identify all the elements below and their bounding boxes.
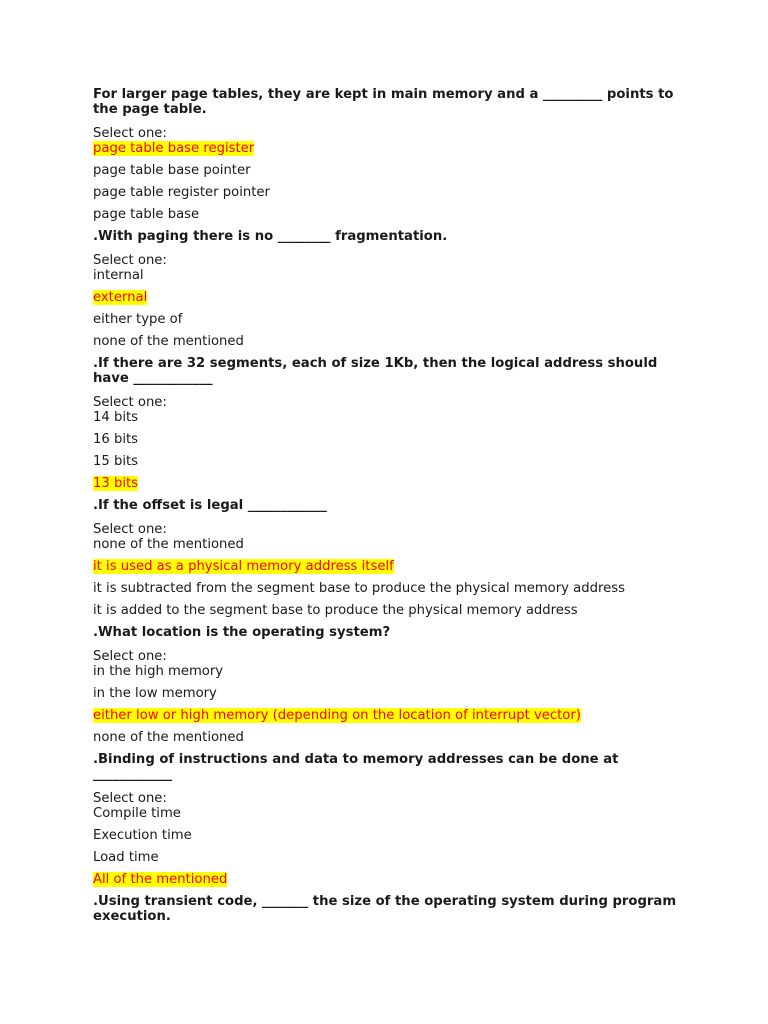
answer-option: [93, 708, 693, 723]
answer-option-label: either low or high memory (depending on the location of interrupt vector): [93, 708, 581, 723]
answer-option: [93, 476, 693, 491]
answer-option-label: page table base: [93, 207, 200, 222]
answer-option: [93, 664, 693, 679]
answer-option-label: 14 bits: [93, 410, 139, 425]
answer-option-label: it is used as a physical memory address itself: [93, 559, 394, 574]
answer-option: [93, 872, 693, 887]
answer-option-label: 16 bits: [93, 432, 139, 447]
question-block: [93, 87, 693, 222]
answer-option-label: page table base pointer: [93, 163, 251, 178]
answer-option: [93, 559, 693, 574]
answer-option: [93, 268, 693, 283]
answer-option: [93, 207, 693, 222]
answer-option-label: 13 bits: [93, 476, 139, 491]
answer-option: [93, 410, 693, 425]
answer-option-label: page table base register: [93, 141, 255, 156]
answer-option-label: internal: [93, 268, 144, 283]
answer-option-label: Execution time: [93, 828, 192, 843]
answer-option: [93, 581, 693, 596]
question-block: [93, 356, 693, 491]
answer-option-label: Compile time: [93, 806, 181, 821]
answer-option: [93, 290, 693, 305]
answer-option: [93, 312, 693, 327]
answer-option-label: in the high memory: [93, 664, 224, 679]
answer-option-label: Load time: [93, 850, 159, 865]
answer-option: [93, 828, 693, 843]
question-block: [93, 625, 693, 745]
answer-option-label: none of the mentioned: [93, 334, 244, 349]
question-text: .If the offset is legal ____________: [93, 498, 327, 513]
select-one-label: Select one:: [93, 253, 167, 268]
answer-option-label: it is added to the segment base to produce the physical memory address: [93, 603, 578, 618]
question-text: For larger page tables, they are kept in main memory and a _________ points to the page table.: [93, 87, 674, 117]
answer-option: [93, 730, 693, 745]
answer-option: [93, 537, 693, 552]
answer-option-label: either type of: [93, 312, 183, 327]
answer-option-label: page table register pointer: [93, 185, 270, 200]
answer-option-label: 15 bits: [93, 454, 139, 469]
answer-option-label: in the low memory: [93, 686, 217, 701]
question-block: [93, 894, 693, 924]
answer-option: [93, 185, 693, 200]
question-text: .With paging there is no ________ fragmentation.: [93, 229, 448, 244]
question-block: [93, 752, 693, 887]
question-text: .If there are 32 segments, each of size 1Kb, then the logical address should have ____________: [93, 356, 658, 386]
answer-option: [93, 141, 693, 156]
answer-option: [93, 686, 693, 701]
quiz-document: [93, 87, 693, 931]
answer-option: [93, 334, 693, 349]
select-one-label: Select one:: [93, 522, 167, 537]
answer-option-label: none of the mentioned: [93, 730, 244, 745]
question-text: .Binding of instructions and data to memory addresses can be done at ____________: [93, 752, 619, 782]
answer-option-label: none of the mentioned: [93, 537, 244, 552]
question-block: [93, 229, 693, 349]
answer-option: [93, 806, 693, 821]
select-one-label: Select one:: [93, 791, 167, 806]
answer-option-label: it is subtracted from the segment base to produce the physical memory address: [93, 581, 625, 596]
question-text: .Using transient code, _______ the size of the operating system during program execution.: [93, 894, 677, 924]
answer-option: [93, 603, 693, 618]
answer-option-label: All of the mentioned: [93, 872, 228, 887]
select-one-label: Select one:: [93, 395, 167, 410]
select-one-label: Select one:: [93, 126, 167, 141]
answer-option-label: external: [93, 290, 148, 305]
select-one-label: Select one:: [93, 649, 167, 664]
question-text: .What location is the operating system?: [93, 625, 391, 640]
answer-option: [93, 850, 693, 865]
answer-option: [93, 454, 693, 469]
answer-option: [93, 432, 693, 447]
question-block: [93, 498, 693, 618]
answer-option: [93, 163, 693, 178]
